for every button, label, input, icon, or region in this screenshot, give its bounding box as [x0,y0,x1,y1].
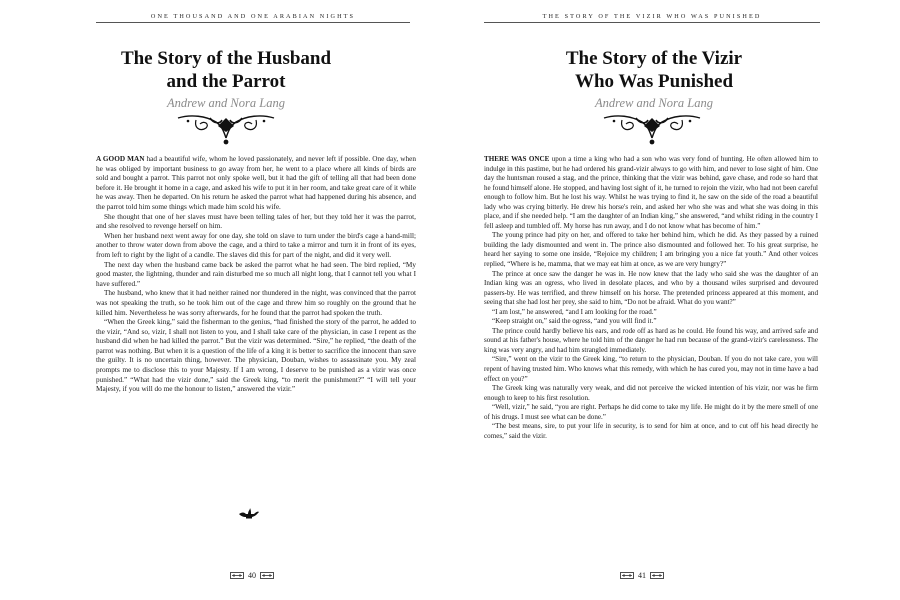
page-number-text: 40 [248,571,256,580]
title-line-2: and the Parrot [166,71,286,92]
chapter-title [66,47,386,93]
paragraph: “Sire,” went on the vizir to the Greek king, “to return to the physician, Douban. If you do not take care, you will repent of having trusted him. Who knows what this remedy, with which he has cured you, may not in time have a bad effect on you?” [484,355,818,383]
paragraph: She thought that one of her slaves must have been telling tales of her, but they told her it was the parrot, and she resolved to revenge herself on him. [96,212,416,231]
paragraph: A GOOD MAN had a beautiful wife, whom he loved passionately, and never left if possible. One day, when he was obliged by important business to go away from her, he went to a place where all kinds of birds are sold and bought a parrot. This parrot not only spoke well, but it had the gift of telling all that had been done before it. He brought it home in a cage, and asked his wife to put it in her room, and take great care of it while he was away. Then he departed. On his return he asked the parrot what had happened during his absence, and the parrot told him some things which made him scold his wife. [96,155,416,211]
swirl-ornament-icon [602,112,702,148]
paragraph: The next day when the husband came back be asked the parrot what he had seen. The bird replied, “My good master, the lightning, thunder and rain disturbed me so much all night long, that I cannot tell you what I have suffered.” [96,260,416,288]
paragraph: THERE WAS ONCE upon a time a king who had a son who was very fond of hunting. He often allowed him to indulge in this pastime, but he had ordered his grand-vizir always to go with him, and never to lose sight of him. One day the huntsman roused a stag, and the prince, thinking that the vizir was behind, gave chase, and rode so hard that he found himself alone. He stopped, and having lost sight of it, he turned to rejoin the vizir, who had not been careful enough to follow him. But he lost his way. Whilst he was trying to find it, he saw on the side of the road a beautiful lady who was crying bitterly. He drew his horse's rein, and asked her who she was and what she was doing in this place, and if she needed help. “I am the daughter of an Indian king,” she answered, “and whilst riding in the country I fell asleep and tumbled off. My horse has run away, and I do not know what has become of him.” [484,155,818,230]
page-number-text: 41 [638,571,646,580]
oil-lamp-icon [238,506,260,520]
paragraph: When her husband next went away for one day, she told on slave to turn under the bird's cage a hand-mill; another to throw water down from above the cage, and a third to take a mirror and turn it in front of its eyes, from left to right by the light of a candle. The slaves did this for part of the night, and did it very well. [96,231,416,259]
title-line-2: Who Was Punished [574,71,734,92]
right-page [450,0,900,600]
page-number [230,571,274,580]
author-byline: Andrew and Nora Lang [595,96,713,110]
paragraph: The Greek king was naturally very weak, and did not perceive the wicked intention of his vizir, nor was he firm enough to keep to his first resolution. [484,384,818,402]
folio-ornament-icon [650,572,664,579]
folio-ornament-icon [230,572,244,579]
swirl-ornament-icon [176,112,276,148]
title-line-1: The Story of the Vizir [565,48,743,69]
paragraph: “The best means, sire, to put your life in security, is to send for him at once, and to cut off his head directly he comes,” said the vizir. [484,422,818,440]
running-head: ONE THOUSAND AND ONE ARABIAN NIGHTS [150,13,356,20]
story-body [484,155,818,441]
paragraph: “Well, vizir,” he said, “you are right. Perhaps he did come to take my life. He might do it by the mere smell of one of his drugs. I must see what can be done.” [484,403,818,421]
paragraph: The prince could hardly believe his ears, and rode off as hard as he could. He found his way, and arrived safe and sound at his father's house, where he told him of the danger he had run because of the grand-vizir's carelessness. The king was very angry, and had him strangled immediately. [484,326,818,354]
paragraph: “I am lost,” he answered, “and I am looking for the road.” [492,307,657,316]
lead-in: THERE WAS ONCE [484,155,550,163]
lead-in: A GOOD MAN [96,155,145,163]
paragraph: The young prince had pity on her, and offered to take her behind him, which he did. As they passed by a ruined building the lady dismounted and went in. The prince also dismounted and followed her. To his great surprise, he heard her saying to some one inside, “Rejoice my children; I am bringing you a nice fat youth.” And other voices replied, “Where is he, mamma, that we may eat him at once, as we are very hungry?” [484,231,818,269]
folio-ornament-icon [260,572,274,579]
folio-ornament-icon [620,572,634,579]
author-byline: Andrew and Nora Lang [167,96,285,110]
page-number [620,571,664,580]
chapter-title [494,47,814,93]
header-rule [484,22,820,23]
story-body [96,155,416,395]
paragraph: The husband, who knew that it had neither rained nor thundered in the night, was convinced that the parrot was not speaking the truth, so he took him out of the cage and threw him so roughly on the ground that he killed him. Nevertheless he was sorry afterwards, for he found that the parrot had spoken the truth. [96,289,416,317]
paragraph: “When the Greek king,” said the fisherman to the genius, “had finished the story of the parrot, he added to the vizir, “And so, vizir, I shall not listen to you, and I shall take care of the physician, in case I repent as the husband did when he had killed the parrot.” But the vizir was determined. “Sire,” he replied, “the death of the parrot was nothing. But when it is a question of the life of a king it is better to sacrifice the innocent than save the guilty. It is no uncertain thing, however. The physician, Douban, wishes to assassinate you. My zeal prompts me to disclose this to your Majesty. If I am wrong, I deserve to be punished as a vizir was once punished.” “What had the vizir done,” said the Greek king, “to merit the punishment?” “I will tell your Majesty, if you will do me the honour to listen,” answered the vizir.” [96,318,416,394]
paragraph: The prince at once saw the danger he was in. He now knew that the lady who said she was the daughter of an Indian king was an ogress, who lived in desolate places, and who by a thousand wiles surprised and devoured passers-by. He was terrified, and threw himself on his horse. The pretended princess appeared at this moment, and seeing that she had lost her prey, she said to him, “Do not be afraid. What do you want?” [484,269,818,307]
running-head: THE STORY OF THE VIZIR WHO WAS PUNISHED [542,13,762,20]
header-rule [96,22,410,23]
title-line-1: The Story of the Husband [120,48,332,69]
paragraph: “Keep straight on,” said the ogress, “and you will find it.” [492,317,657,326]
